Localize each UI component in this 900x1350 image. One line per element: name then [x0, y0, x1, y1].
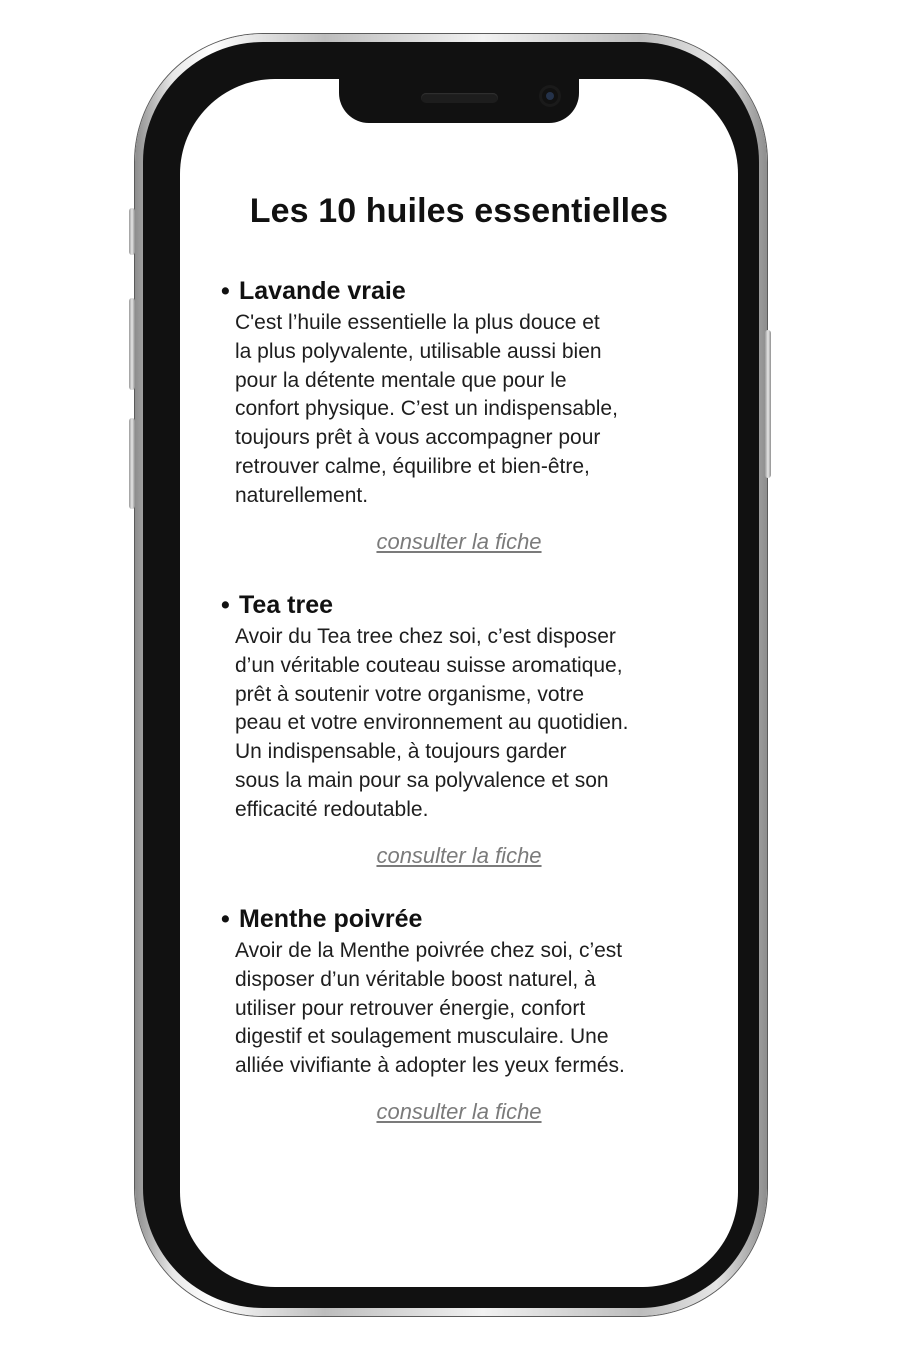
description-line: sous la main pour sa polyvalence et son	[235, 768, 609, 792]
description-line: confort physique. C’est un indispensable,	[235, 397, 618, 421]
main-content	[180, 191, 738, 1191]
page-title: Les 10 huiles essentielles	[249, 192, 669, 230]
phone-bezel	[143, 42, 759, 1308]
consult-sheet-link[interactable]: consulter la fiche	[376, 529, 542, 554]
description-line: peau et votre environnement au quotidien.	[235, 711, 629, 735]
description-line: alliée vivifiante à adopter les yeux fermés.	[235, 1054, 625, 1078]
oil-name: Lavande vraie	[239, 277, 406, 305]
volume-up-button	[129, 298, 135, 390]
description-line: C'est l’huile essentielle la plus douce et	[235, 311, 600, 334]
description-line: retrouver calme, équilibre et bien-être,	[235, 454, 590, 478]
oil-name: Tea tree	[239, 591, 334, 619]
bullet-icon: •	[221, 591, 230, 619]
description-line: toujours prêt à vous accompagner pour	[235, 426, 601, 450]
oil-title	[221, 275, 406, 307]
consult-sheet-link[interactable]: consulter la fiche	[376, 843, 542, 868]
phone-frame	[135, 34, 767, 1316]
silent-switch	[129, 208, 135, 255]
oil-description	[235, 623, 713, 825]
description-line: naturellement.	[235, 483, 369, 507]
description-line: prêt à soutenir votre organisme, votre	[235, 682, 585, 706]
notch	[339, 79, 579, 123]
description-line: efficacité redoutable.	[235, 797, 429, 821]
description-line: Un indispensable, à toujours garder	[235, 740, 567, 764]
description-line: Avoir de la Menthe poivrée chez soi, c’est	[235, 939, 623, 962]
volume-down-button	[129, 418, 135, 509]
oil-description	[235, 937, 713, 1081]
consult-sheet-link[interactable]: consulter la fiche	[376, 1099, 542, 1124]
description-line: Avoir du Tea tree chez soi, c’est disposer	[235, 625, 616, 648]
description-line: d’un véritable couteau suisse aromatique,	[235, 653, 623, 677]
description-line: disposer d’un véritable boost naturel, à	[235, 967, 596, 991]
phone-screen	[180, 79, 738, 1287]
speaker-icon	[421, 93, 498, 103]
bullet-icon: •	[221, 277, 230, 305]
bullet-icon: •	[221, 905, 230, 933]
oil-description	[235, 309, 713, 511]
oil-title	[221, 589, 333, 621]
description-line: utiliser pour retrouver énergie, confort	[235, 996, 586, 1020]
oil-name: Menthe poivrée	[239, 905, 423, 933]
description-line: digestif et soulagement musculaire. Une	[235, 1025, 609, 1049]
description-line: pour la détente mentale que pour le	[235, 368, 567, 392]
oil-title	[221, 903, 422, 935]
description-line: la plus polyvalente, utilisable aussi bien	[235, 339, 602, 363]
camera-icon	[542, 88, 558, 104]
power-button	[765, 330, 771, 478]
